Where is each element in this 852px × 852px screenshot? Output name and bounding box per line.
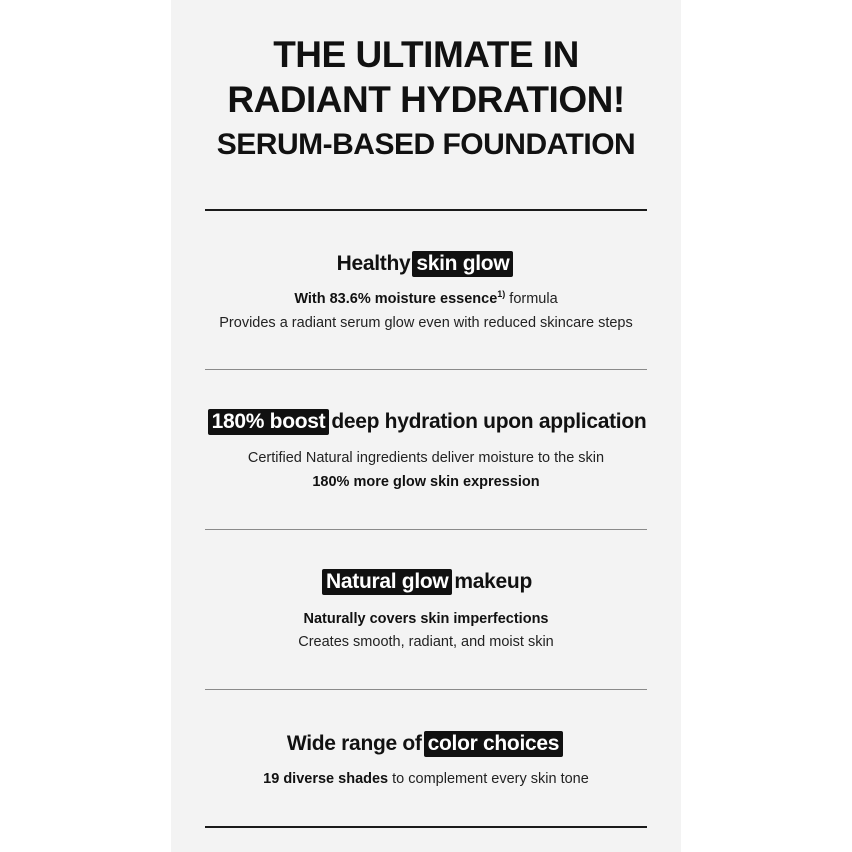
section-1-line-1-bold: With 83.6% moisture essence <box>294 291 498 307</box>
section-1-line-2: Provides a radiant serum glow even with reduced skincare steps <box>219 315 633 331</box>
section-4-title-highlight: color choices <box>424 731 563 757</box>
section-4-line-1 <box>0 769 852 789</box>
top-divider <box>205 209 647 211</box>
divider-1 <box>205 369 647 370</box>
headline-line-2: RADIANT HYDRATION! <box>227 79 625 120</box>
section-2-title-plain: deep hydration upon application <box>331 410 647 433</box>
section-1-line-1 <box>0 289 852 309</box>
section-2-title-highlight: 180% boost <box>208 409 330 435</box>
section-3-line-2: Creates smooth, radiant, and moist skin <box>298 634 554 650</box>
section-1-line-1-rest: formula <box>505 291 558 307</box>
section-3-title-plain: makeup <box>454 570 532 593</box>
section-4-line-1-bold: 19 diverse shades <box>263 771 389 787</box>
section-4-title <box>0 729 852 759</box>
section-1-title-plain: Healthy <box>336 252 411 275</box>
section-1-title <box>0 249 852 279</box>
section-3-title <box>0 567 852 597</box>
bottom-divider <box>205 826 647 828</box>
section-4-line-1-rest: to complement every skin tone <box>388 771 589 787</box>
section-2-line-1: Certified Natural ingredients deliver moisture to the skin <box>247 450 605 466</box>
divider-2 <box>205 529 647 530</box>
section-4-title-plain: Wide range of <box>286 732 422 755</box>
headline-line-1: THE ULTIMATE IN <box>273 34 579 75</box>
section-2-line-2: 180% more glow skin expression <box>312 474 540 490</box>
section-3-title-highlight: Natural glow <box>322 569 452 595</box>
divider-3 <box>205 689 647 690</box>
footnote-marker: 1) <box>497 289 506 300</box>
section-3-line-1: Naturally covers skin imperfections <box>303 611 549 627</box>
headline-subtitle: SERUM-BASED FOUNDATION <box>216 128 636 161</box>
section-2-title <box>0 407 852 437</box>
section-1-title-highlight: skin glow <box>412 251 513 277</box>
